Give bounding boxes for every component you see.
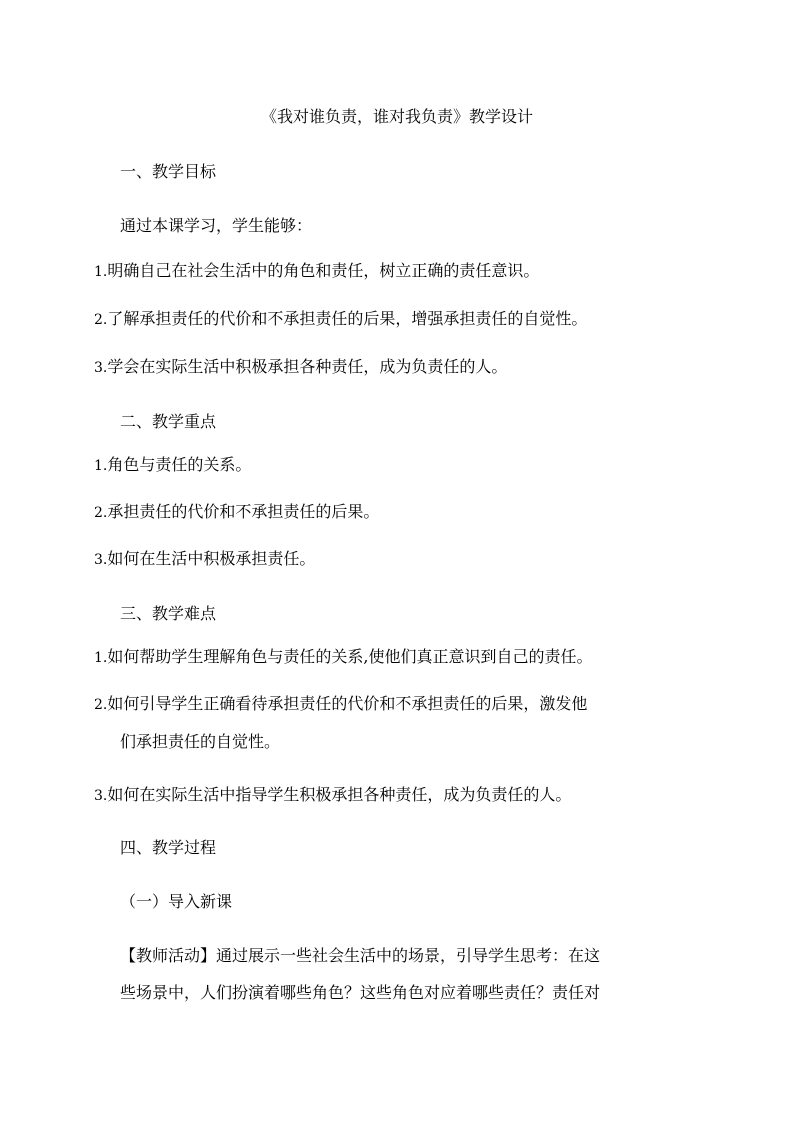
- list-item-text: 如何在实际生活中指导学生积极承担各种责任，成为负责任的人。: [107, 785, 572, 804]
- list-item-text: 了解承担责任的代价和不承担责任的后果，增强承担责任的自觉性。: [107, 309, 588, 328]
- objective-item-3: [94, 357, 507, 378]
- difficulty-item-2: [94, 694, 676, 752]
- list-marker: 2.: [94, 505, 108, 521]
- list-item-text: 如何在生活中积极承担责任。: [107, 549, 316, 568]
- list-marker: 3.: [94, 788, 108, 804]
- difficulty-item-1: [94, 647, 592, 668]
- process-paragraph: [120, 946, 676, 1003]
- key-point-item-1: [94, 455, 251, 476]
- list-marker: 3.: [94, 552, 108, 568]
- list-item-text: 如何帮助学生理解角色与责任的关系,使他们真正意识到自己的责任。: [107, 647, 593, 666]
- list-item-text: 承担责任的代价和不承担责任的后果。: [107, 502, 380, 521]
- list-marker: 1.: [94, 458, 108, 474]
- process-subheading: （一）导入新课: [120, 892, 233, 911]
- document-title: 《我对谁负责，谁对我负责》教学设计: [260, 107, 533, 126]
- objective-item-2: [94, 309, 587, 330]
- list-item-text: 如何引导学生正确看待承担责任的代价和不承担责任的后果，激发他: [107, 694, 588, 713]
- objective-item-1: [94, 261, 539, 282]
- difficulty-item-3: [94, 785, 571, 806]
- list-item-text: 明确自己在社会生活中的角色和责任，树立正确的责任意识。: [107, 261, 540, 280]
- paragraph-line-1: 【教师活动】通过展示一些社会生活中的场景，引导学生思考：在这: [120, 946, 601, 965]
- list-marker: 2.: [94, 697, 108, 713]
- key-point-item-2: [94, 502, 379, 523]
- paragraph-line-2: 些场景中，人们扮演着哪些角色？这些角色对应着哪些责任？责任对: [120, 983, 601, 1002]
- section-heading-key-points: 二、教学重点: [120, 412, 217, 431]
- list-item-text: 角色与责任的关系。: [107, 455, 252, 474]
- list-marker: 1.: [94, 264, 108, 280]
- list-marker: 3.: [94, 360, 108, 376]
- list-item-text-continued: 们承担责任的自觉性。: [120, 732, 281, 751]
- list-item-text: 学会在实际生活中积极承担各种责任，成为负责任的人。: [107, 357, 508, 376]
- key-point-item-3: [94, 549, 315, 570]
- objectives-intro: 通过本课学习，学生能够：: [120, 216, 313, 235]
- list-marker: 2.: [94, 312, 108, 328]
- section-heading-process: 四、教学过程: [120, 838, 217, 857]
- list-marker: 1.: [94, 650, 108, 666]
- section-heading-difficulties: 三、教学难点: [120, 604, 217, 623]
- section-heading-objectives: 一、教学目标: [120, 162, 217, 181]
